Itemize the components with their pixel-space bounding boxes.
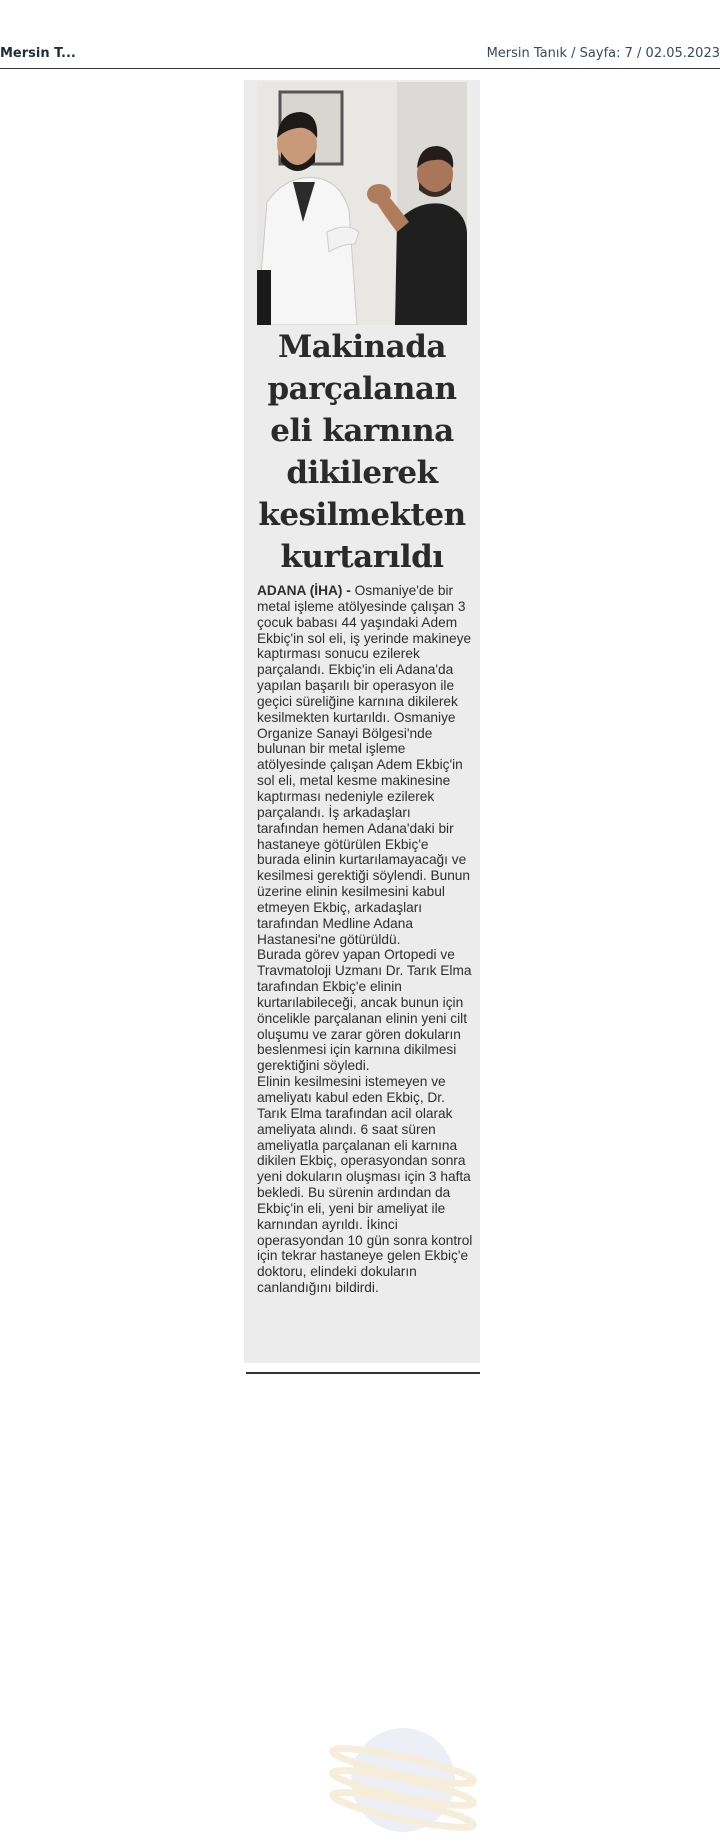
newspaper-clipping [244, 80, 480, 1363]
article-headline: Makinada parçalanan eli karnına dikilerek kesilmekten kurtarıldı [258, 329, 466, 575]
publication-page-date: Mersin Tanık / Sayfa: 7 / 02.05.2023 [486, 46, 720, 61]
article-paragraph [257, 583, 473, 947]
article-dateline: ADANA (İHA) - [257, 583, 351, 598]
article-paragraph: Elinin kesilmesini istemeyen ve ameliyatı kabul eden Ekbiç, Dr. Tarık Elma tarafından acil olarak ameliyata alındı. 6 saat süren ameliyatla parçalanan eli karnına dikilen Ekbiç, operasyondan sonra yeni dokuların oluşması için 3 hafta bekledi. Bu sürenin ardından da Ekbiç'in eli, yeni bir ameliyat ile karnından ayrıldı. İkinci operasyondan 10 gün sonra kontrol için tekrar hastaneye gelen Ekbiç'e doktoru, elindeki dokuların canlandığını bildirdi. [257, 1074, 473, 1296]
article-photo [257, 82, 467, 325]
article-body [257, 583, 473, 1296]
publication-name: Mersin T... [0, 46, 76, 61]
page-header [0, 44, 720, 69]
article-paragraph-text: Osmaniye'de bir metal işleme atölyesinde çalışan 3 çocuk babası 44 yaşındaki Adem Ekbiç'in sol eli, iş yerinde makineye kaptırması sonucu ezilerek parçalandı. Ekbiç'in eli Adana'da yapılan başarılı bir operasyon ile geçici süreliğine karnına dikilerek kesilmekten kurtarıldı. Osmaniye Organize Sanayi Bölgesi'nde bulunan bir metal işleme atölyesinde çalışan Adem Ekbiç'in sol eli, metal kesme makinesine kaptırması nedeniyle ezilerek parçalandı. İş arkadaşları tarafından hemen Adana'daki bir hastaneye götürülen Ekbiç'e burada elinin kurtarılamayacağı ve kesilmesi gerektiği söylendi. Bunun üzerine elinin kesilmesini kabul etmeyen Ekbiç, arkadaşları tarafından Medline Adana Hastanesi'ne götürüldü. [257, 583, 472, 947]
watermark-globe-logo [328, 1718, 478, 1838]
article-paragraph: Burada görev yapan Ortopedi ve Travmatoloji Uzmanı Dr. Tarık Elma tarafından Ekbiç'e elinin kurtarılabileceği, ancak bunun için öncelikle parçalanan elinin yeni cilt oluşumu ve zarar gören dokuların beslenmesi için karnına dikilmesi gerektiğini söyledi. [257, 947, 472, 1074]
doctor-patient-photo-illustration [257, 82, 467, 325]
clipping-bottom-rule [246, 1372, 480, 1374]
